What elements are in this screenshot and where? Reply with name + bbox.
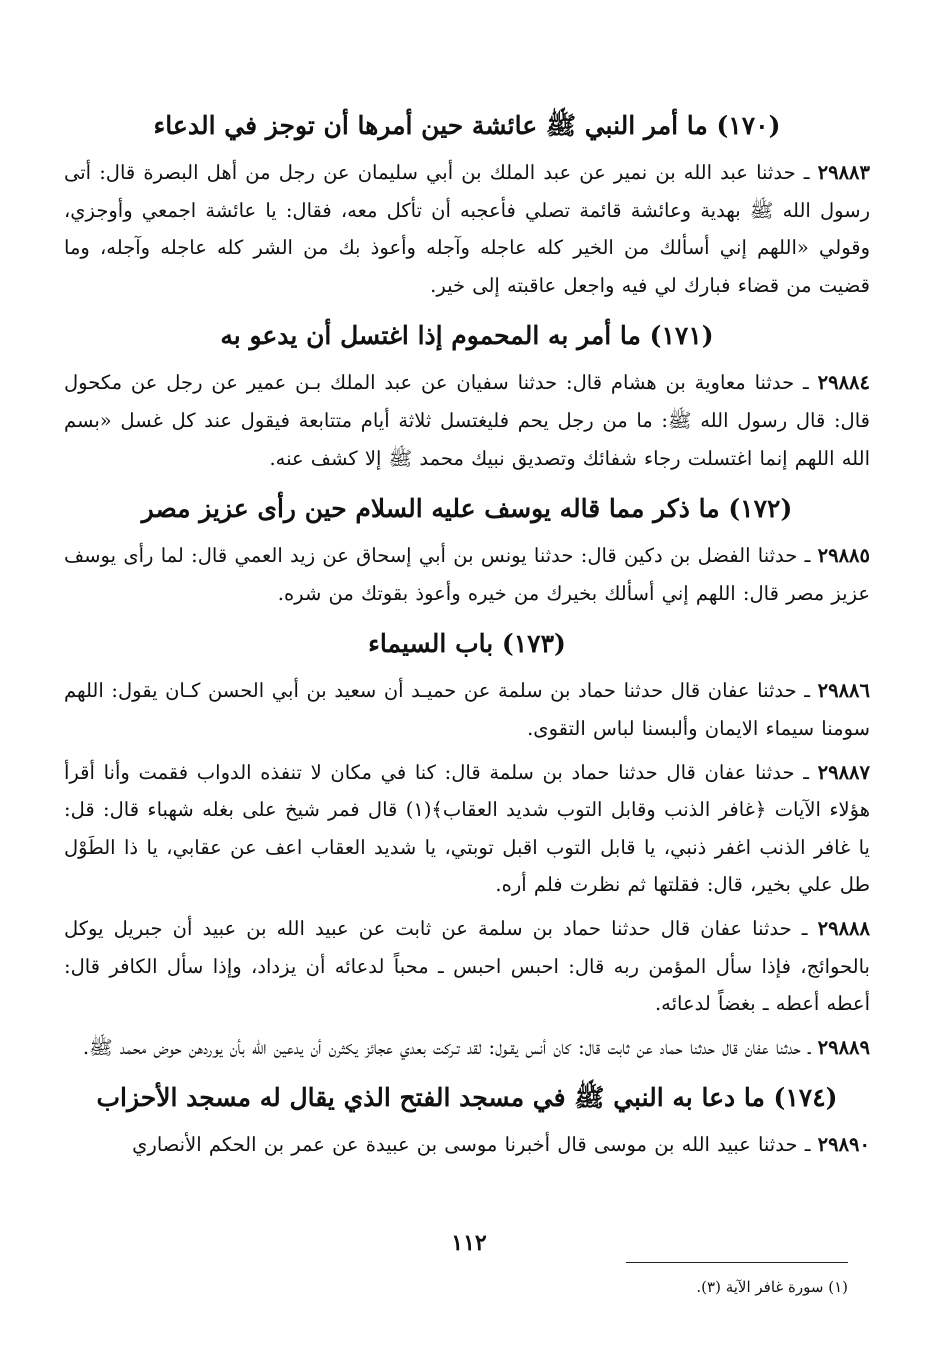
hadith-number: ٢٩٨٩٠ — [817, 1133, 870, 1157]
hadith-number: ٢٩٨٨٨ — [817, 916, 870, 940]
hadith-text: ـ حدثنا عبد الله بن نمير عن عبد الملك بن أبي سليمان عن رجل من أهل البصرة قال: أتى رسول الله ﷺ بهدية وعائشة قائمة تصلي فأعجبه أن تأكل معه، فقال: يا عائشة اجمعي وأوجزي، وقولي «اللهم إني أسألك من الخير كله عاجله وآجله وأعوذ بك من الشر كله عاجله وآجله، وما قضيت من قضاء فبارك لي فيه واجعل عاقبته إلى خير. — [64, 161, 870, 297]
footnote-divider — [626, 1262, 848, 1263]
hadith-number: ٢٩٨٨٤ — [817, 371, 870, 395]
hadith-29885 — [64, 537, 870, 612]
hadith-29886 — [64, 672, 870, 747]
hadith-text: ـ حدثنا عفان قال حدثنا حماد بن سلمة عن ثابت عن عبيد الله بن عبيد أن جبريل يوكل بالحوائج، فإذا سأل المؤمن ربه قال: احبس احبس ـ محباً لدعائه أن يزداد، وإذا سأل الكافر قال: أعطه أعطه ـ بغضاً لدعائه. — [64, 916, 870, 1016]
hadith-text: ـ حدثنا عفان قال حدثنا حماد عن ثابت قال: كان أنس يقـول: لقد تـركت بعدي عجائز يكثرن أن يدعين الله بأن يوردهن حوض محمد ﷺ. — [82, 1035, 818, 1059]
page-body — [64, 94, 870, 1170]
section-heading-171: (١٧١) ما أمر به المحموم إذا اغتسل أن يدعو به — [220, 321, 714, 351]
section-heading-172: (١٧٢) ما ذكر مما قاله يوسف عليه السلام حين رأى عزيز مصر — [141, 494, 793, 524]
hadith-29889 — [64, 1029, 870, 1067]
hadith-29890 — [64, 1126, 870, 1164]
hadith-29888 — [64, 910, 870, 1023]
hadith-number: ٢٩٨٨٣ — [817, 161, 870, 184]
hadith-text: ـ حدثنا الفضل بن دكين قال: حدثنا يونس بن أبي إسحاق عن زيد العمي قال: لما رأى يوسف عزيز مصر قال: اللهم إني أسألك بخيرك من خيره وأعوذ بقوتك من شره. — [64, 544, 870, 605]
hadith-number: ٢٩٨٨٩ — [817, 1035, 870, 1059]
hadith-29884 — [64, 364, 870, 477]
page-number: ١١٢ — [451, 1230, 487, 1256]
hadith-text: ـ حدثنا عفان قال حدثنا حماد بن سلمة قال: كنا في مكان لا تنفذه الدواب فقمت وأنا أقرأ هؤلاء الآيات ﴿غافر الذنب وقابل التوب شديد العقاب﴾(١) قال فمر شيخ على بغله شهباء قال: قل: يا غافر الذنب اغفر ذنبي، يا قابل التوب اقبل توبتي، يا شديد العقاب اعف عن عقابي، يا ذا الطَوْل طل علي بخير، قال: فقلتها ثم نظرت فلم أره. — [64, 760, 870, 897]
section-heading-173: (١٧٣) باب السيماء — [368, 629, 566, 659]
section-heading-170: (١٧٠) ما أمر النبي ﷺ عائشة حين أمرها أن توجز في الدعاء — [153, 111, 781, 140]
hadith-number: ٢٩٨٨٦ — [817, 679, 870, 703]
section-heading-174: (١٧٤) ما دعا به النبي ﷺ في مسجد الفتح الذي يقال له مسجد الأحزاب — [96, 1083, 838, 1113]
hadith-text: ـ حدثنا عفان قال حدثنا حماد بن سلمة عن حميـد أن سعيد بن أبي الحسن كـان يقول: اللهم سومنا سيماء الايمان وألبسنا لباس التقوى. — [64, 679, 870, 740]
hadith-29883 — [64, 154, 870, 304]
hadith-text: ـ حدثنا عبيد الله بن موسى قال أخبرنا موسى بن عبيدة عن عمر بن الحكم الأنصاري — [132, 1133, 818, 1157]
footnote: (١) سورة غافر الآية (٣). — [696, 1278, 848, 1296]
hadith-number: ٢٩٨٨٧ — [817, 760, 870, 784]
hadith-number: ٢٩٨٨٥ — [817, 544, 870, 568]
hadith-29887 — [64, 754, 870, 904]
hadith-text: ـ حدثنا معاوية بن هشام قال: حدثنا سفيان عن عبد الملك بـن عمير عن رجل عن مكحول قال: قال رسول الله ﷺ: ما من رجل يحم فليغتسل ثلاثة أيام متتابعة فيقول عند كل غسل «بسم الله اللهم إنما اغتسلت رجاء شفائك وتصديق نبيك محمد ﷺ إلا كشف عنه. — [64, 371, 870, 470]
